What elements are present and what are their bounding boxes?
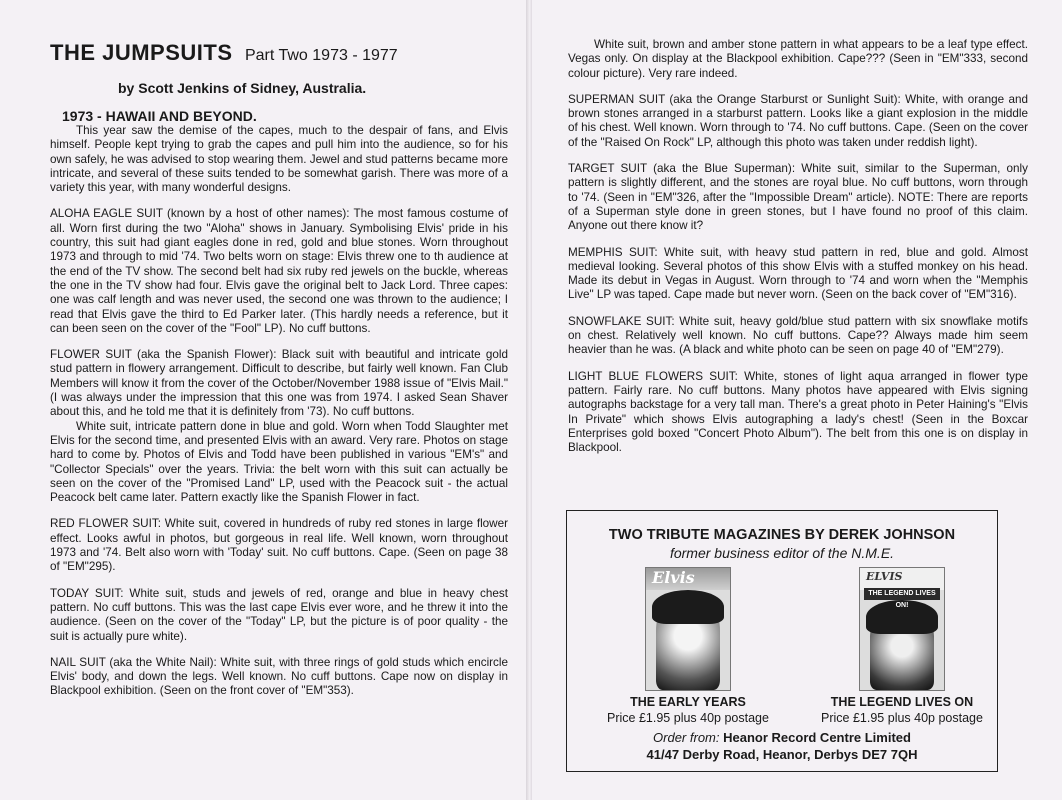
magazine-cover-legend-lives-on	[859, 567, 945, 691]
order-address: 41/47 Derby Road, Heanor, Derbys DE7 7QH	[646, 747, 918, 762]
article-byline: by Scott Jenkins of Sidney, Australia.	[118, 80, 367, 96]
paragraph-nail: NAIL SUIT (aka the White Nail): White suit, with three rings of gold studs which encircle Elvis' body, and down the legs. Well known. No cuff buttons. Cape now on display in Blackpool exhibition. (Seen on the front cover of "EM"353).	[50, 655, 508, 698]
article-title: THE JUMPSUITS	[50, 40, 233, 65]
paragraph-flower: FLOWER SUIT (aka the Spanish Flower): Black suit with beautiful and intricate gold stud pattern in flowery arrangement. Difficult to describe, but fairly well known. Fan Club Members will know it from the cover of the October/November 1988 issue of "Elvis Mail." (I was always under the impression that this one was from 1974. I asked Sean Shaver about this, and he told me that it is definitely from '73). No cuff buttons.	[50, 348, 508, 419]
paragraph-white-blue-gold: White suit, intricate pattern done in blue and gold. Worn when Todd Slaughter met Elvis for the second time, and presented Elvis with an award. Very rare. Photos on stage hard to come by. Photos of Elvis and Todd have been published in various "EM's" and "Collector Specials" over the years. Trivia: the belt worn with this suit can actually be seen on the cover of the "Promised Land" LP, used with the Peacock suit - the actual Peacock belt came later. Pattern exactly like the Spanish Flower in fact.	[50, 419, 508, 505]
ad-title: TWO TRIBUTE MAGAZINES BY DEREK JOHNSON	[608, 527, 956, 543]
section-heading: 1973 - HAWAII AND BEYOND.	[62, 108, 257, 124]
magazine-cover-early-years	[645, 567, 731, 691]
ad-subtitle: former business editor of the N.M.E.	[669, 545, 895, 561]
paragraph-leaf-suit: White suit, brown and amber stone pattern in what appears to be a leaf type effect. Vegas only. On display at the Blackpool exhibition. Cape??? (Seen in "EM"333, second colour picture). Very rare indeed.	[568, 38, 1028, 80]
portrait-hair	[652, 590, 724, 624]
paragraph-memphis: MEMPHIS SUIT: White suit, with heavy stud pattern in red, blue and gold. Almost medieval looking. Several photos of this show Elvis with a stuffed monkey on his head. Made its debut in Vegas in August. Worn through to '74 and worn when the "Memphis Live" LP was taped. Cape made but never worn. (Seen on the back cover of "EM"316).	[568, 245, 1028, 302]
left-page	[0, 0, 528, 800]
right-column	[568, 38, 1028, 467]
paragraph-light-blue-flowers: LIGHT BLUE FLOWERS SUIT: White, stones of light aqua arranged in flower type pattern. Fairly rare. No cuff buttons. Many photos have appeared with Elvis signing autographs backstage for a very tall man. There's a great photo in Peter Haining's "Elvis In Private" which shows Elvis autographing a lady's chest! (Seen in the Boxcar Enterprises gold boxed "Concert Photo Album"). The belt from this one is on display in Blackpool.	[568, 369, 1028, 455]
magazine-price-early-years: Price £1.95 plus 40p postage	[607, 711, 769, 725]
magazine-name-legend: THE LEGEND LIVES ON	[830, 695, 974, 709]
left-column	[50, 40, 508, 711]
magazine-price-legend: Price £1.95 plus 40p postage	[821, 711, 983, 725]
order-company: Heanor Record Centre Limited	[723, 730, 911, 745]
article-title-row	[50, 40, 508, 66]
magazine-name-early-years: THE EARLY YEARS	[630, 695, 746, 709]
paragraph-snowflake: SNOWFLAKE SUIT: White suit, heavy gold/blue stud pattern with six snowflake motifs on chest. Relatively well known. No cuff buttons. Cape?? Always made him seem heavier than he was. (A black and white photo can be seen on page 40 of "EM"279).	[568, 314, 1028, 357]
order-line	[567, 730, 997, 745]
order-label: Order from:	[653, 730, 720, 745]
cover-masthead: Elvis	[646, 568, 730, 590]
paragraph-today: TODAY SUIT: White suit, studs and jewels of red, orange and blue in heavy chest pattern. No cuff buttons. This was the last cape Elvis ever wore, and he threw it into the audience. (Seen on the cover of the "Today" LP, but the picture is of poor quality - the suit is actually pure white).	[50, 586, 508, 643]
article-subtitle: Part Two 1973 - 1977	[244, 47, 398, 64]
paragraph-aloha-eagle: ALOHA EAGLE SUIT (known by a host of other names): The most famous costume of all. Worn first during the two "Aloha" shows in January. Symbolising Elvis' pride in his country, this suit had giant eagles done in red, gold and blue stones. Worn throughout 1973 and through to mid '74. Two belts worn on stage: Elvis threw one to th audience at the end of the TV show. The second belt had six ruby red jewels on the buckle, whereas the one in the TV show had four. Elvis gave the original belt to Jack Lord. Three capes: one was calf length and was never used, the second one was thrown to the audience; I read that Elvis gave the third to Ed Parker later. (This hardly needs a reference, but it can been seen on the cover of the "Fool" LP). No cuff buttons.	[50, 207, 508, 335]
paragraph-red-flower: RED FLOWER SUIT: White suit, covered in hundreds of ruby red stones in large flower effect. Looks awful in photos, but gorgeous in real life. Well known, worn throughout 1973 and '74. Belt also worn with 'Today' suit. No cuff buttons. Cape. (Seen on page 38 of "EM"295).	[50, 517, 508, 574]
paragraph-intro: This year saw the demise of the capes, much to the despair of fans, and Elvis himself. People kept trying to grab the capes and pull him into the audience, so for his own safely, he was advised to stop wearing them. Jewel and stud patterns became more intricate, and several of these suits tended to be somewhat garish. There was more of a variety this year, with many wonderful designs.	[50, 124, 508, 195]
advertisement-box	[566, 510, 998, 772]
paragraph-target: TARGET SUIT (aka the Blue Superman): White suit, similar to the Superman, only pattern is slightly different, and the stones are royal blue. No cuff buttons, worn through to '74. (Seen in "EM"326, after the "Impossible Dream" article). NOTE: There are reports of a Superman style done in green stones, but I have found no proof of this claim. Anyone out there know it?	[568, 162, 1028, 233]
cover-masthead: ELVIS	[860, 568, 944, 590]
paragraph-superman: SUPERMAN SUIT (aka the Orange Starburst or Sunlight Suit): White, with orange and brown stones arranged in a starburst pattern. Looks like a giant explosion in the middle of his chest. Well known. Worn through to '74. No cuff buttons. Cape. (Seen on the cover of the "Raised On Rock" LP, although this photo was taken under reddish light).	[568, 92, 1028, 149]
cover-strapline: THE LEGEND LIVES ON!	[864, 588, 940, 600]
